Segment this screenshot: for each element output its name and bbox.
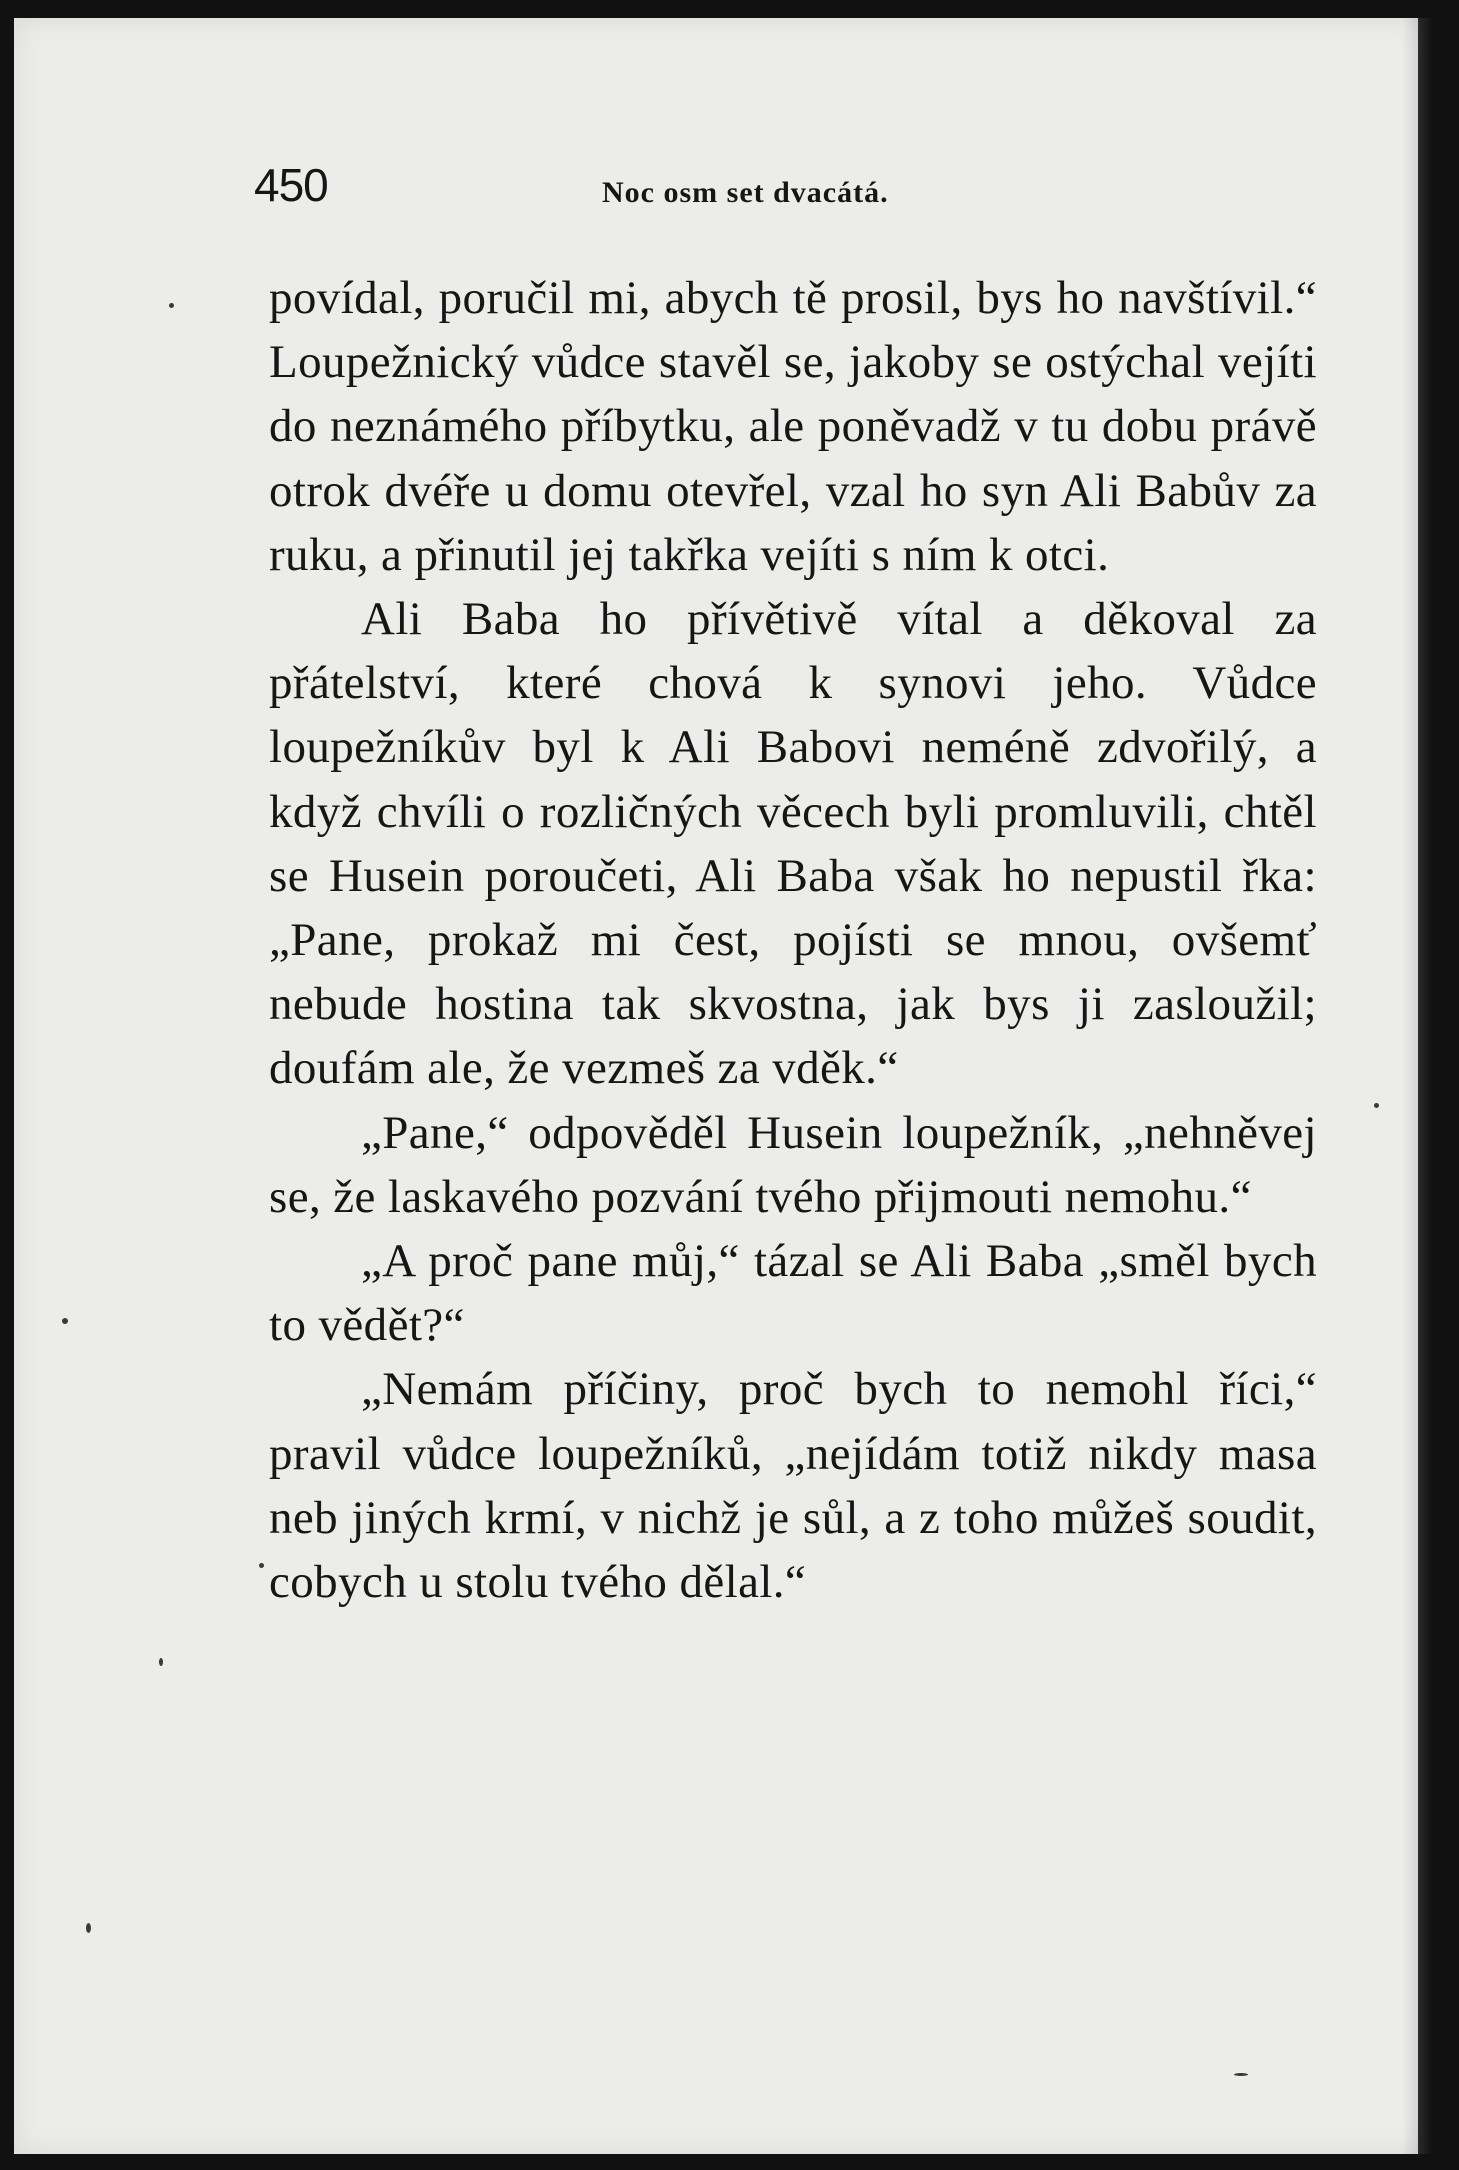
paragraph: „Pane,“ odpověděl Husein loupežník, „nehněvej se, že laskavého pozvání tvého přijmouti nemohu.“ xyxy=(269,1106,1317,1223)
running-title: Noc osm set dvacátá. xyxy=(602,176,889,209)
body-text xyxy=(269,266,1317,1614)
print-speck xyxy=(169,303,174,308)
print-speck xyxy=(1234,2073,1248,2076)
paragraph: Ali Baba ho přívětivě vítal a děkoval za přátelství, které chová k synovi jeho. Vůdce loupežníkův byl k Ali Babovi neméně zdvořilý, a když chvíli o rozličných věcech byli promluvili, chtěl se Husein poroučeti, Ali Baba však ho nepustil řka: „Pane, prokaž mi čest, pojísti se mnou, ovšemť nebude hostina tak skvostna, jak bys ji zasloužil; doufám ale, že vezmeš za vděk.“ xyxy=(269,593,1317,1095)
book-page xyxy=(14,18,1432,2154)
paragraph: povídal, poručil mi, abych tě prosil, bys ho navštívil.“ Loupežnický vůdce stavěl se, jakoby se ostýchal vejíti do neznámého příbytku, ale poněvadž v tu dobu právě otrok dvéře u domu otevřel, vzal ho syn Ali Babův za ruku, a přinutil jej takřka vejíti s ním k otci. xyxy=(269,272,1317,581)
page-edge xyxy=(1418,18,1432,2154)
print-speck xyxy=(259,1563,264,1568)
print-speck xyxy=(159,1658,163,1666)
paragraph: „Nemám příčiny, proč bych to nemohl říci,“ pravil vůdce loupežníků, „nejídám totiž nikdy masa neb jiných krmí, v nichž je sůl, a z toho můžeš soudit, cobych u stolu tvého dělal.“ xyxy=(269,1363,1317,1609)
print-speck xyxy=(62,1318,68,1324)
page-number: 450 xyxy=(254,159,328,211)
paragraph: „A proč pane můj,“ tázal se Ali Baba „směl bych to vědět?“ xyxy=(269,1235,1317,1352)
print-speck xyxy=(1374,1103,1379,1108)
page-header xyxy=(244,158,1044,218)
print-speck xyxy=(86,1923,91,1933)
